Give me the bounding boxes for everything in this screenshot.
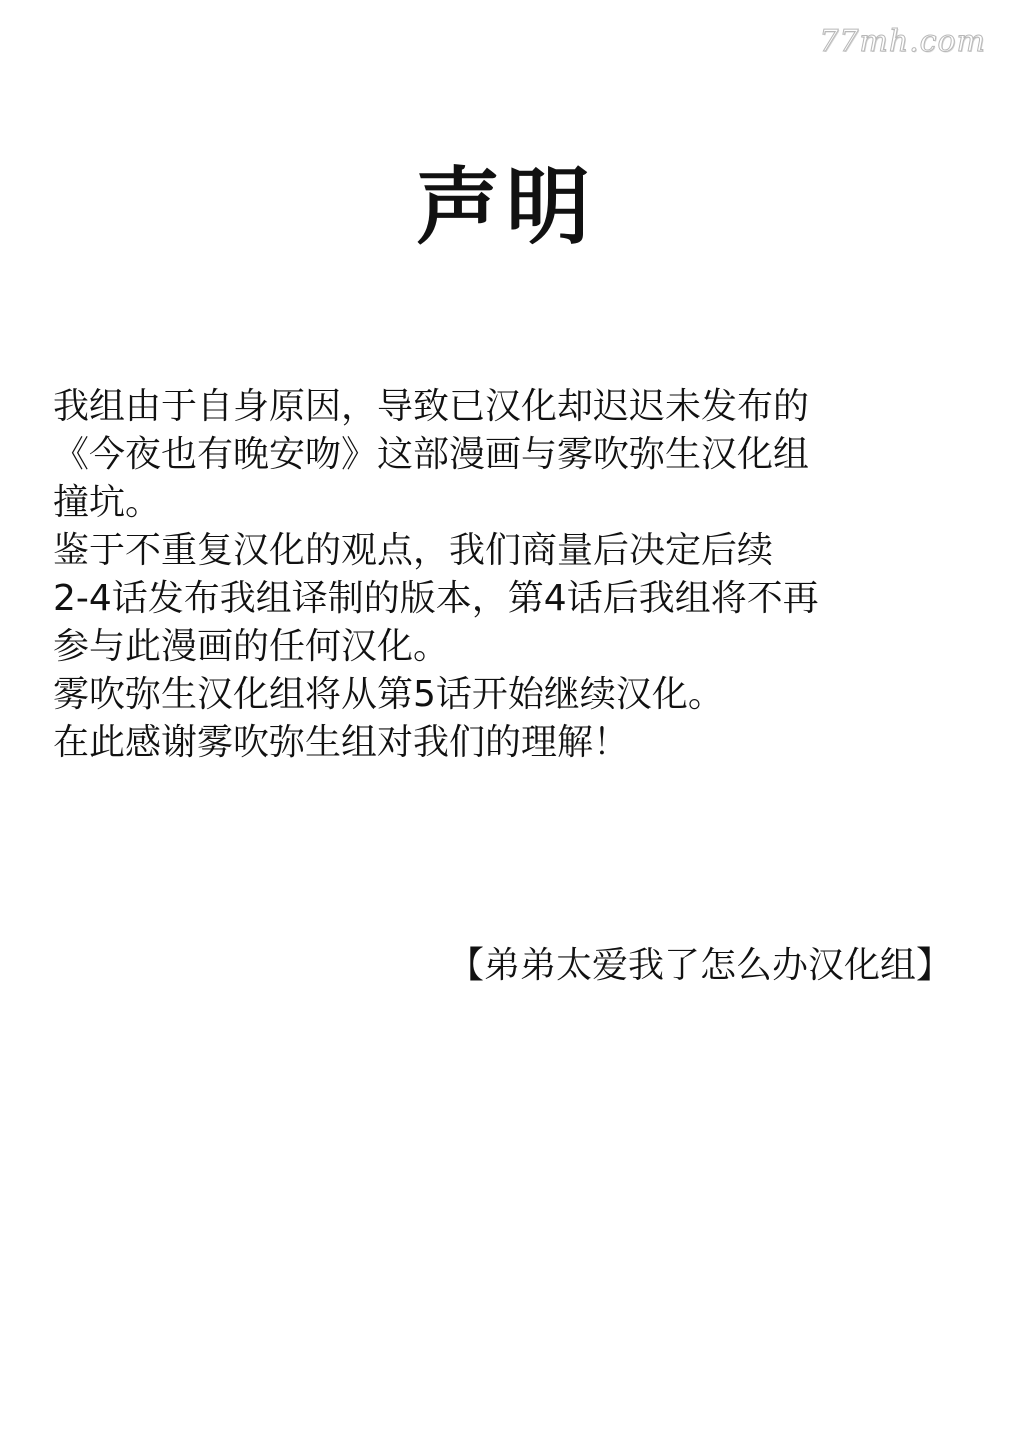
statement-line: 撞坑。 [53, 482, 162, 523]
group-signature: 【弟弟太爱我了怎么办汉化组】 [447, 945, 952, 986]
statement-line: 我组由于自身原因，导致已汉化却迟迟未发布的 [53, 386, 810, 427]
statement-line: 雾吹弥生汉化组将从第5话开始继续汉化。 [53, 674, 724, 715]
statement-line: 《今夜也有晚安吻》这部漫画与雾吹弥生汉化组 [53, 434, 810, 475]
statement-body [53, 383, 953, 767]
watermark-logo: 77mh.com [819, 24, 986, 59]
statement-line: 参与此漫画的任何汉化。 [53, 626, 450, 667]
statement-line: 在此感谢雾吹弥生组对我们的理解！ [53, 722, 630, 763]
statement-line: 2-4话发布我组译制的版本，第4话后我组将不再 [53, 578, 819, 619]
page-title: 声明 [415, 158, 596, 256]
statement-line: 鉴于不重复汉化的观点，我们商量后决定后续 [53, 530, 774, 571]
